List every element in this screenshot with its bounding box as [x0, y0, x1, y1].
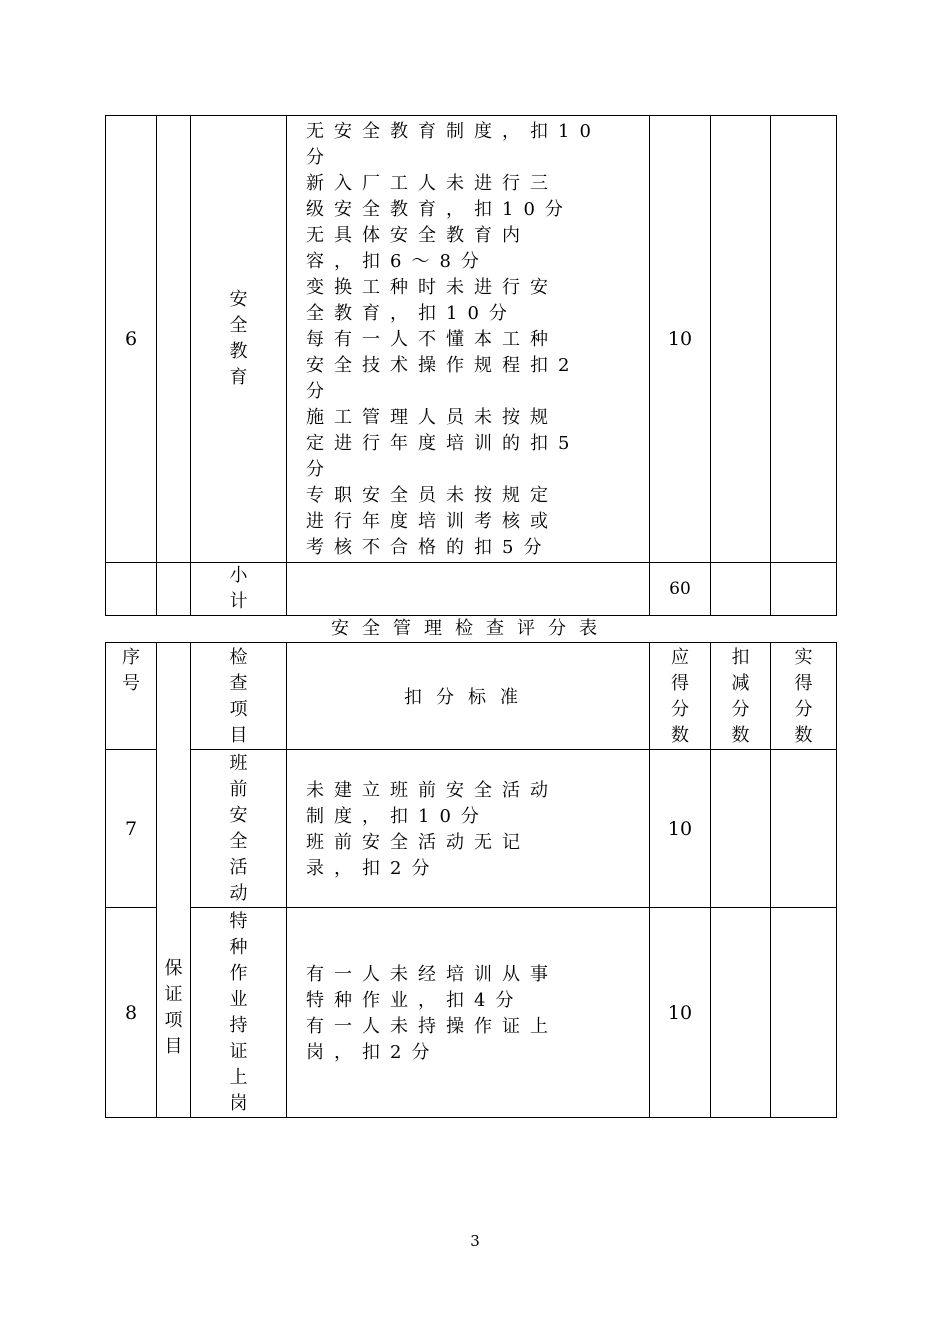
table-row-8: [106, 908, 837, 1118]
seq-cell: 8: [106, 908, 157, 1118]
page-number: 3: [470, 1232, 480, 1250]
table-header-row: [106, 643, 837, 750]
deduct-cell: [711, 908, 771, 1118]
deduct-cell: [711, 116, 771, 563]
table-caption: 安全管理检查评分表: [331, 618, 610, 639]
seq-cell: [106, 563, 157, 616]
item-cell: 班 前 安 全 活 动: [191, 750, 287, 908]
item-cell: 安 全 教 育: [191, 116, 287, 563]
subtotal-label: 小 计: [191, 563, 287, 616]
criteria-cell: 未建立班前安全活动 制度，扣10分 班前安全活动无记 录，扣2分: [287, 750, 650, 908]
category-cell: [157, 563, 191, 616]
actual-cell: [771, 563, 837, 616]
inspection-table: [105, 642, 837, 1118]
category-cell: [157, 116, 191, 563]
actual-cell: [771, 750, 837, 908]
header-actual: 实 得 分 数: [771, 643, 837, 750]
actual-cell: [771, 908, 837, 1118]
header-item: 检 查 项 目: [191, 643, 287, 750]
item-cell: 特 种 作 业 持 证 上 岗: [191, 908, 287, 1118]
category-cell: 保 证 项 目: [157, 643, 191, 1118]
table-row-subtotal: [106, 563, 837, 616]
deduct-cell: [711, 750, 771, 908]
header-deduct: 扣 减 分 数: [711, 643, 771, 750]
subtotal-score: 60: [650, 563, 711, 616]
inspection-table-continued: [105, 115, 837, 616]
header-criteria: 扣分标准: [287, 643, 650, 750]
criteria-cell: 有一人未经培训从事 特种作业，扣4分 有一人未持操作证上 岗，扣2分: [287, 908, 650, 1118]
should-score-cell: 10: [650, 908, 711, 1118]
criteria-cell: 无安全教育制度，扣10 分 新入厂工人未进行三 级安全教育，扣10分 无具体安全教育内 容，扣6～8分 变换工种时未进行安 全教育，扣10分 每有一人不懂本工种 安全技术操作规程扣2 分 施工管理人员未按规 定进行年度培训的扣5 分 专职安全员未按规定 进行年度培训考核或 考核不合格的扣5分: [287, 116, 650, 563]
should-score-cell: 10: [650, 750, 711, 908]
table-row-7: [106, 750, 837, 908]
criteria-cell: [287, 563, 650, 616]
seq-cell: 7: [106, 750, 157, 908]
should-score-cell: 10: [650, 116, 711, 563]
header-should-score: 应 得 分 数: [650, 643, 711, 750]
header-seq: 序 号: [106, 643, 157, 750]
deduct-cell: [711, 563, 771, 616]
table-row-6: [106, 116, 837, 563]
seq-cell: 6: [106, 116, 157, 563]
actual-cell: [771, 116, 837, 563]
